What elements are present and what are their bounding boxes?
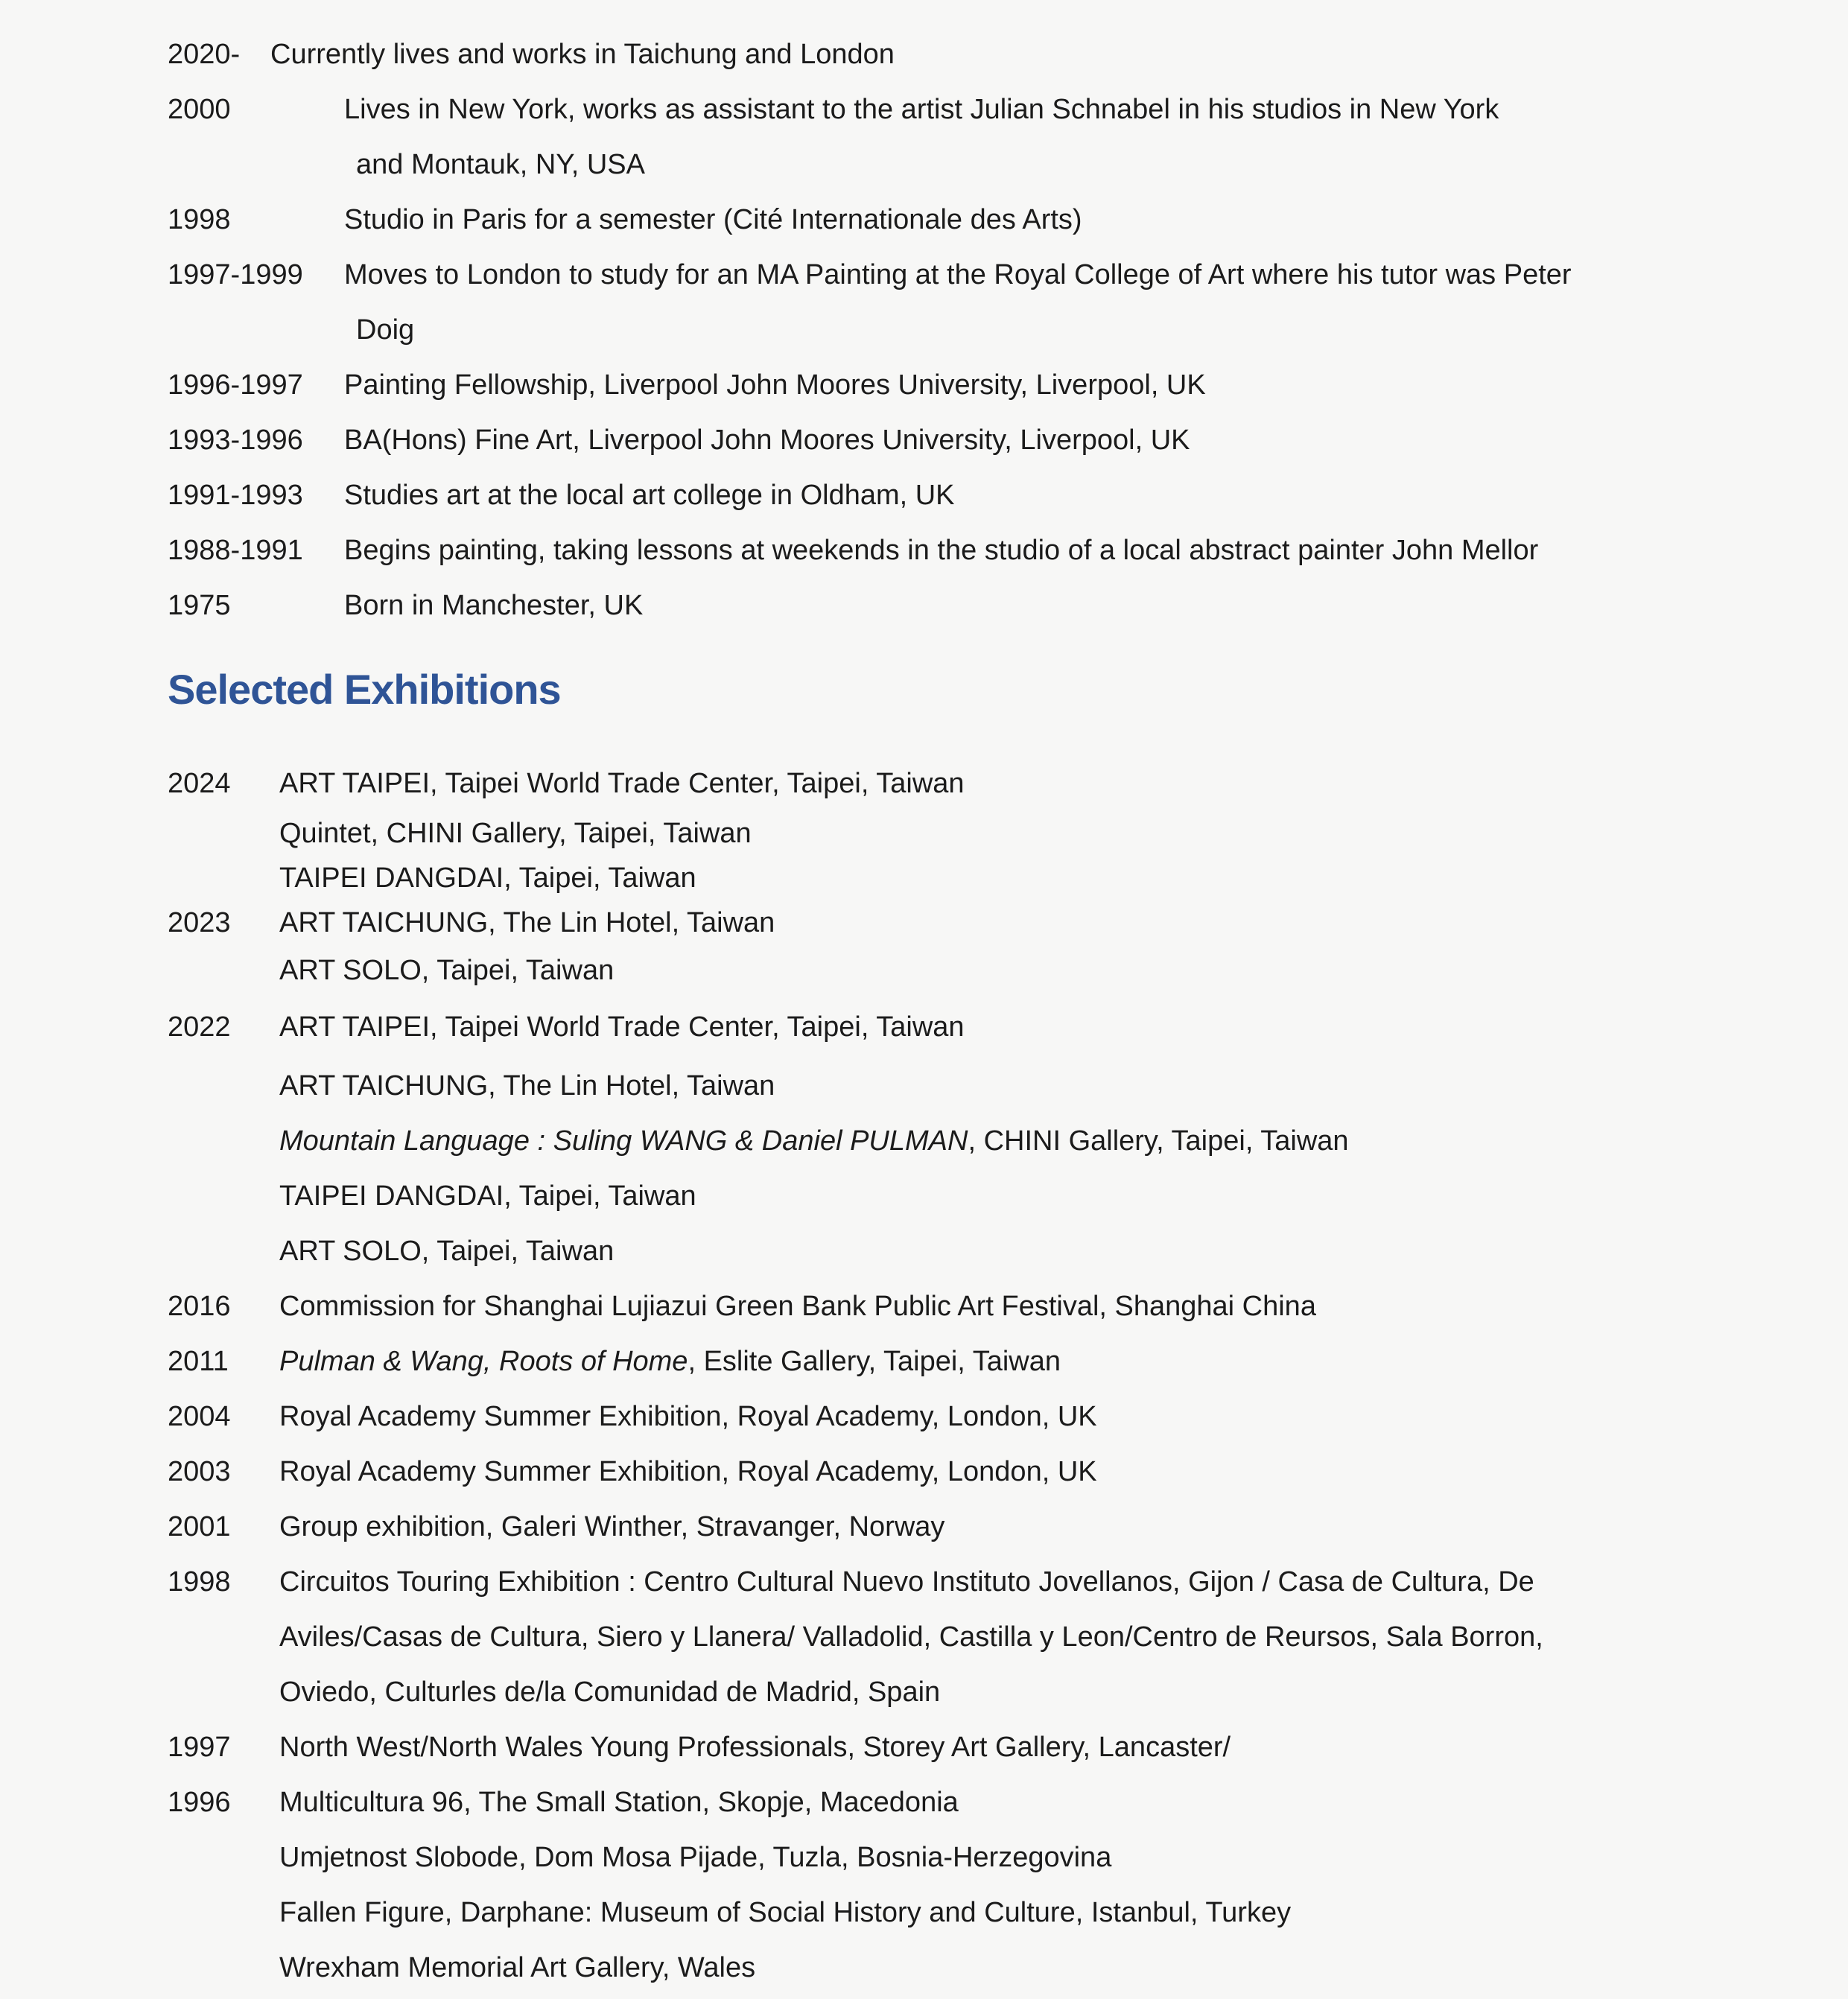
exhibition-title-italic: Mountain Language : Suling WANG & Daniel PULMAN (279, 1125, 968, 1157)
exhibition-title-rest: , CHINI Gallery, Taipei, Taiwan (968, 1125, 1349, 1157)
exhibition-title: ART TAICHUNG, The Lin Hotel, Taiwan (279, 1070, 775, 1102)
exhibition-title: Aviles/Casas de Cultura, Siero y Llanera/ Valladolid, Castilla y Leon/Centro de Reursos, Sala Borron, (279, 1621, 1543, 1653)
timeline-date: 1998 (168, 204, 231, 235)
exhibition-row-continuation (168, 1665, 1848, 1720)
exhibition-year: 2011 (168, 1346, 229, 1377)
exhibition-title: Commission for Shanghai Lujiazui Green Bank Public Art Festival, Shanghai China (279, 1291, 1316, 1322)
exhibition-row-continuation (168, 1830, 1848, 1885)
exhibition-year (168, 1940, 279, 1995)
timeline-row (168, 247, 1848, 302)
timeline-row (168, 578, 1848, 633)
timeline-text: Lives in New York, works as assistant to the artist Julian Schnabel in his studios in New York (344, 94, 1499, 125)
exhibition-row (168, 900, 1848, 945)
exhibition-title-rest: , Eslite Gallery, Taipei, Taiwan (688, 1346, 1061, 1377)
exhibition-row (168, 1279, 1848, 1334)
exhibition-year: 1998 (168, 1566, 231, 1598)
timeline-row (168, 523, 1848, 578)
exhibition-title: Circuitos Touring Exhibition : Centro Cultural Nuevo Instituto Jovellanos, Gijon / Casa de Cultura, De (279, 1566, 1534, 1598)
timeline-date: 1993-1996 (168, 425, 303, 456)
exhibition-title-italic: Pulman & Wang, Roots of Home (279, 1346, 688, 1377)
exhibition-year (168, 1885, 279, 1940)
timeline-date: 1997-1999 (168, 259, 303, 290)
timeline-date: 2020- (168, 39, 241, 70)
exhibition-row (168, 1499, 1848, 1554)
exhibition-row (168, 1113, 1848, 1169)
timeline-text: Doig (356, 314, 415, 346)
exhibition-year (168, 1058, 279, 1113)
exhibition-year (168, 856, 279, 900)
exhibition-title (279, 1113, 1349, 1169)
section-heading: Selected Exhibitions (168, 666, 561, 713)
exhibition-row (168, 1720, 1848, 1775)
exhibition-title: Fallen Figure, Darphane: Museum of Social History and Culture, Istanbul, Turkey (279, 1897, 1292, 1928)
exhibition-title: ART SOLO, Taipei, Taiwan (279, 1236, 615, 1267)
exhibition-year: 1997 (168, 1732, 231, 1763)
exhibition-year: 1996 (168, 1787, 231, 1818)
exhibition-year (168, 1830, 279, 1885)
timeline-date: 2000 (168, 94, 231, 125)
exhibition-row (168, 1775, 1848, 1830)
exhibition-row (168, 1554, 1848, 1609)
exhibition-row (168, 1058, 1848, 1113)
timeline-row (168, 82, 1848, 137)
exhibition-title: ART SOLO, Taipei, Taiwan (279, 955, 615, 986)
exhibitions-section (168, 756, 1848, 1995)
timeline-text: Born in Manchester, UK (344, 590, 644, 621)
exhibition-title: Quintet, CHINI Gallery, Taipei, Taiwan (279, 818, 752, 849)
exhibition-row (168, 756, 1848, 811)
timeline-row-continuation (168, 302, 1848, 357)
timeline-row (168, 27, 1848, 82)
timeline-date: 1975 (168, 590, 231, 621)
exhibition-year: 2016 (168, 1291, 231, 1322)
exhibition-year (168, 1609, 279, 1665)
timeline-row-continuation (168, 137, 1848, 192)
exhibition-title (279, 1334, 1061, 1389)
timeline-text: Studies art at the local art college in Oldham, UK (344, 480, 955, 511)
exhibition-year: 2003 (168, 1456, 231, 1487)
exhibition-row (168, 996, 1848, 1058)
timeline-text: BA(Hons) Fine Art, Liverpool John Moores University, Liverpool, UK (344, 425, 1190, 456)
exhibition-row (168, 1444, 1848, 1499)
exhibition-year: 2023 (168, 907, 231, 938)
timeline-text: Studio in Paris for a semester (Cité Internationale des Arts) (344, 204, 1082, 235)
exhibition-title: Royal Academy Summer Exhibition, Royal Academy, London, UK (279, 1456, 1097, 1487)
exhibition-row (168, 945, 1848, 996)
timeline-text: Painting Fellowship, Liverpool John Moores University, Liverpool, UK (344, 369, 1206, 401)
exhibition-row-continuation (168, 1940, 1848, 1995)
timeline-text: Currently lives and works in Taichung and London (270, 39, 895, 70)
exhibition-year: 2024 (168, 768, 231, 799)
exhibition-row-continuation (168, 1885, 1848, 1940)
exhibition-title: ART TAIPEI, Taipei World Trade Center, Taipei, Taiwan (279, 1011, 965, 1043)
exhibition-year (168, 1113, 279, 1169)
exhibition-year (168, 811, 279, 856)
timeline-row (168, 468, 1848, 523)
exhibition-title: TAIPEI DANGDAI, Taipei, Taiwan (279, 862, 696, 894)
exhibition-row (168, 1389, 1848, 1444)
exhibition-row (168, 811, 1848, 856)
exhibition-title: Group exhibition, Galeri Winther, Stravanger, Norway (279, 1511, 945, 1542)
exhibition-row (168, 856, 1848, 900)
exhibition-row-continuation (168, 1609, 1848, 1665)
exhibition-title: Multicultura 96, The Small Station, Skopje, Macedonia (279, 1787, 959, 1818)
exhibition-year: 2001 (168, 1511, 231, 1542)
timeline-date: 1988-1991 (168, 535, 303, 566)
exhibition-title: ART TAICHUNG, The Lin Hotel, Taiwan (279, 907, 775, 938)
exhibition-year: 2004 (168, 1401, 231, 1432)
timeline-row (168, 192, 1848, 247)
exhibition-year (168, 1224, 279, 1279)
exhibition-title: ART TAIPEI, Taipei World Trade Center, Taipei, Taiwan (279, 768, 965, 799)
exhibition-title: Oviedo, Culturles de/la Comunidad de Madrid, Spain (279, 1677, 941, 1708)
exhibition-title: Royal Academy Summer Exhibition, Royal Academy, London, UK (279, 1401, 1097, 1432)
exhibition-row (168, 1169, 1848, 1224)
exhibition-year (168, 1665, 279, 1720)
exhibition-year (168, 1169, 279, 1224)
exhibition-title: Wrexham Memorial Art Gallery, Wales (279, 1952, 756, 1983)
exhibition-year (168, 945, 279, 996)
timeline-row (168, 357, 1848, 413)
exhibition-title: Umjetnost Slobode, Dom Mosa Pijade, Tuzla, Bosnia-Herzegovina (279, 1842, 1112, 1873)
timeline-text: Moves to London to study for an MA Painting at the Royal College of Art where his tutor was Peter (344, 259, 1572, 290)
timeline-section (168, 27, 1848, 633)
timeline-date: 1996-1997 (168, 369, 303, 401)
timeline-row (168, 413, 1848, 468)
exhibition-row (168, 1224, 1848, 1279)
timeline-text: Begins painting, taking lessons at weekends in the studio of a local abstract painter John Mellor (344, 535, 1539, 566)
timeline-text: and Montauk, NY, USA (356, 149, 645, 180)
exhibition-title: North West/North Wales Young Professionals, Storey Art Gallery, Lancaster/ (279, 1732, 1231, 1763)
timeline-date: 1991-1993 (168, 480, 303, 511)
exhibition-title: TAIPEI DANGDAI, Taipei, Taiwan (279, 1180, 696, 1212)
exhibition-year: 2022 (168, 1011, 231, 1043)
exhibition-row (168, 1334, 1848, 1389)
